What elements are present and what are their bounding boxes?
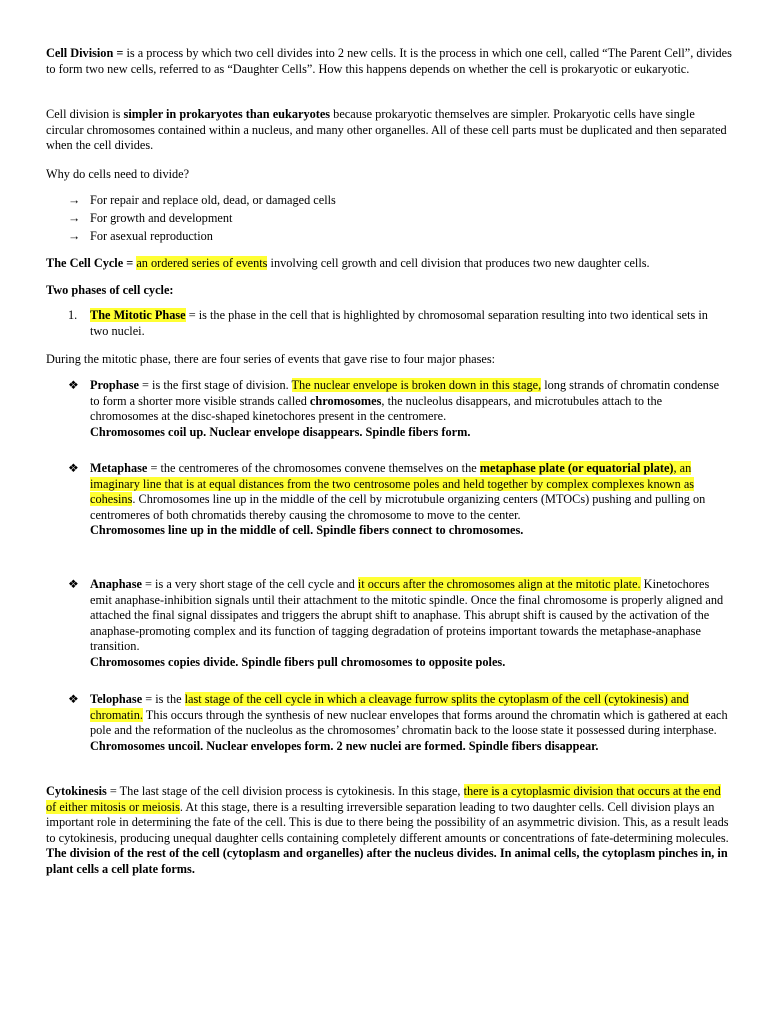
simpler-post: because prokaryotic themselves are simpler. Prokaryotic cells have single circular chromosomes contained within a nucleus, and many other organelles. All of these cell parts must be duplicated and then separated when the cell divides.	[46, 107, 727, 153]
why-question: Why do cells need to divide?	[46, 167, 190, 181]
cytokinesis-paragraph	[46, 784, 732, 878]
metaphase-pre: = the centromeres of the chromosomes convene themselves on the	[147, 461, 480, 475]
cell-cycle-paragraph	[46, 256, 732, 272]
mitotic-phase-item	[68, 308, 728, 339]
anaphase-item	[68, 577, 728, 671]
prophase-text-block	[90, 378, 728, 440]
during-paragraph: During the mitotic phase, there are four series of events that gave rise to four major phases:	[46, 352, 496, 366]
cell-division-text: is a process by which two cell divides into 2 new cells. It is the process in which one cell, called “The Parent Cell”, divides to form two new cells, referred to as “Daughter Cells”. How this happens depends on whether the cell is prokaryotic or eukaryotic.	[46, 46, 732, 76]
anaphase-summary: Chromosomes copies divide. Spindle fibers pull chromosomes to opposite poles.	[90, 654, 506, 669]
cell-division-paragraph	[46, 46, 732, 77]
prophase-mid: long strands of chromatin condense to form a shorter more visible strands called	[90, 378, 720, 408]
metaphase-text-block	[90, 461, 728, 539]
simpler-pre: Cell division is	[46, 107, 124, 121]
prophase-post: , the nucleolus disappears, and microtubules attach to the chromosomes at the disc-shaped kinetochores present in the centromere.	[90, 393, 663, 424]
metaphase-item	[68, 461, 728, 539]
prophase-pre: = is the first stage of division.	[138, 378, 292, 392]
telophase-text-block	[90, 692, 728, 754]
prophase-term: Prophase	[90, 378, 139, 392]
anaphase-post: Kinetochores emit anaphase-inhibition signals until their attachment to the mitotic spindle. Once the final chromosome is properly aligned and attached the final signal dissipates and triggers the abrupt shift to anaphase. This abrupt shift is caused by the activation of the anaphase-promoting complex and its function of tagging degradation of proteins important towards the metaphase-anaphase transition.	[90, 577, 724, 654]
prophase-highlight: The nuclear envelope is broken down in this stage,	[291, 378, 542, 392]
telophase-pre: = is the	[142, 692, 185, 706]
telophase-term: Telophase	[90, 692, 143, 706]
arrow-icon: →	[68, 193, 81, 207]
diamond-bullet-icon: ❖	[68, 577, 79, 591]
list-item	[68, 229, 668, 247]
telophase-post: This occurs through the synthesis of new nuclear envelopes that forms around the chromatin which is gathered at each pole and the reformation of the nucleolus as the chromosomes’ chromatin back to the loose state it possessed during interphase.	[90, 707, 728, 738]
simpler-bold: simpler in prokaryotes than eukaryotes	[123, 107, 331, 121]
anaphase-pre: = is a very short stage of the cell cycle and	[141, 577, 358, 591]
telophase-item	[68, 692, 728, 754]
anaphase-term: Anaphase	[90, 577, 142, 591]
metaphase-post: . Chromosomes line up in the middle of the cell by microtubule organizing centers (MTOCs) pushing and pulling on centromeres of both chromatids thereby causing the chromosome to move to the center.	[90, 492, 706, 522]
metaphase-summary: Chromosomes line up in the middle of cell. Spindle fibers connect to chromosomes.	[90, 523, 524, 538]
two-phases-heading: Two phases of cell cycle:	[46, 283, 174, 297]
prophase-summary: Chromosomes coil up. Nuclear envelope disappears. Spindle fibers form.	[90, 424, 471, 439]
prophase-bold: chromosomes	[309, 393, 382, 408]
cytokinesis-pre: = The last stage of the cell division process is cytokinesis. In this stage,	[106, 784, 464, 798]
telophase-highlight: last stage of the cell cycle in which a cleavage furrow splits the cytoplasm of the cell (cytokinesis) and chromatin.	[90, 692, 689, 722]
prokaryote-paragraph	[46, 107, 732, 154]
reason-text: For growth and development	[90, 211, 233, 225]
cytokinesis-summary: The division of the rest of the cell (cytoplasm and organelles) after the nucleus divides. In animal cells, the cytoplasm pinches in, in plant cells a cell plate forms.	[46, 846, 728, 876]
reasons-list	[68, 193, 668, 247]
arrow-icon: →	[68, 211, 81, 225]
cytokinesis-post: . At this stage, there is a resulting irreversible separation leading to two daughter cells. Cell division plays an important role in determining the fate of the cell. This is due to there being the possibility of an asymmetric division. This, as a result leads to cytokinesis, producing unequal daughter cells containing completely different amounts or concentrations of fate-determining molecules.	[46, 799, 729, 845]
cell-cycle-term: The Cell Cycle =	[46, 256, 134, 270]
reason-text: For repair and replace old, dead, or damaged cells	[90, 193, 336, 207]
prophase-item	[68, 378, 728, 440]
cell-division-term: Cell Division =	[46, 46, 124, 60]
metaphase-highlight: , an imaginary line that is at equal distances from the two centrosome poles and held together by complex complexes known as cohesins	[90, 461, 695, 507]
anaphase-highlight: it occurs after the chromosomes align at the mitotic plate.	[357, 577, 641, 591]
telophase-summary: Chromosomes uncoil. Nuclear envelopes form. 2 new nuclei are formed. Spindle fibers disappear.	[90, 738, 599, 753]
diamond-bullet-icon: ❖	[68, 692, 79, 706]
cell-cycle-post: involving cell growth and cell division that produces two new daughter cells.	[267, 256, 650, 270]
cytokinesis-term: Cytokinesis	[46, 784, 107, 798]
metaphase-highlight-bold: metaphase plate (or equatorial plate)	[479, 461, 674, 475]
diamond-bullet-icon: ❖	[68, 461, 79, 475]
anaphase-text-block	[90, 577, 728, 671]
diamond-bullet-icon: ❖	[68, 378, 79, 392]
mitotic-phase-term: The Mitotic Phase	[90, 308, 186, 322]
reason-text: For asexual reproduction	[90, 229, 213, 243]
metaphase-term: Metaphase	[90, 461, 148, 475]
arrow-icon: →	[68, 229, 81, 243]
cytokinesis-highlight: there is a cytoplasmic division that occurs at the end of either mitosis or meiosis	[46, 784, 721, 814]
mitotic-phase-text-block	[90, 308, 728, 339]
list-item	[68, 211, 668, 229]
cell-cycle-highlight: an ordered series of events	[136, 256, 268, 270]
item-number: 1.	[68, 308, 78, 322]
list-item	[68, 193, 668, 211]
mitotic-phase-text: = is the phase in the cell that is highlighted by chromosomal separation resulting into two identical sets in two nuclei.	[90, 308, 708, 338]
